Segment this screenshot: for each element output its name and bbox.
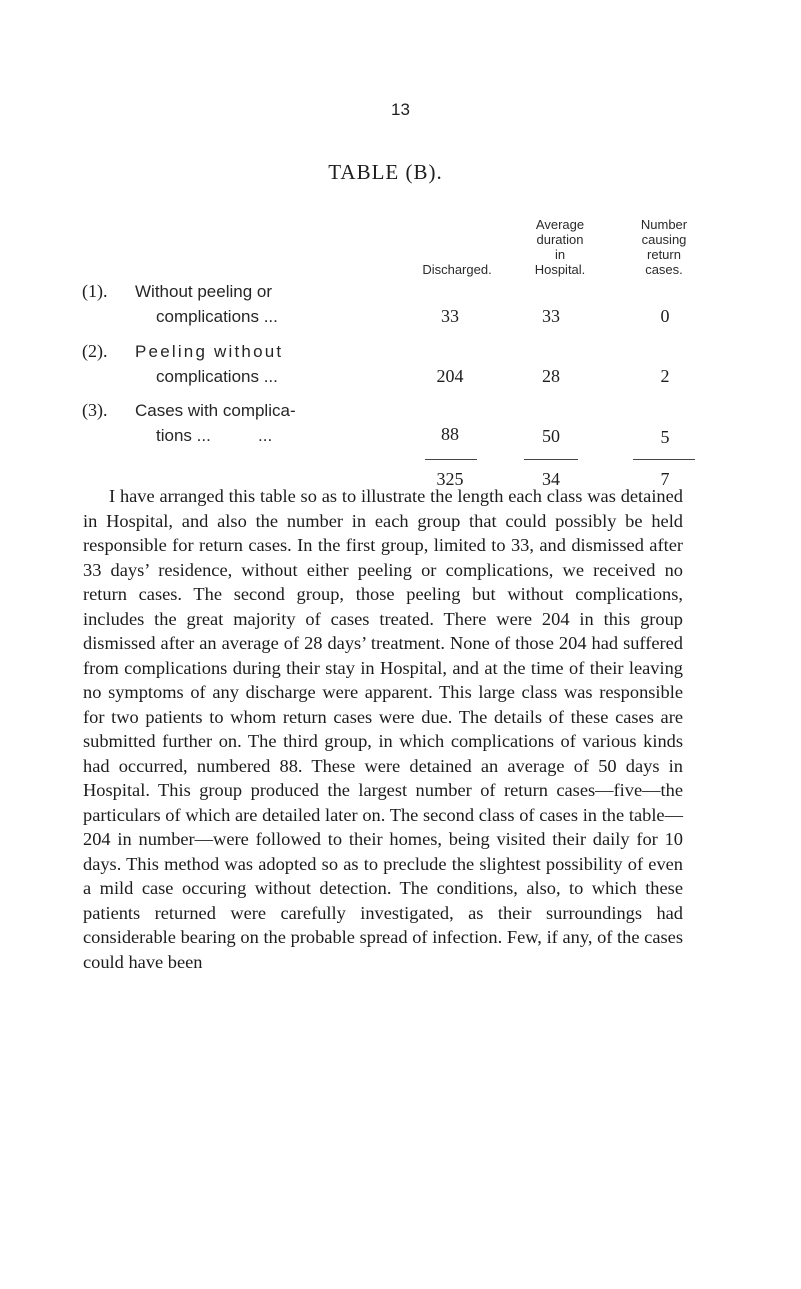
cell-discharged: 88 (441, 424, 459, 444)
cell-return-cases: 5 (660, 427, 670, 447)
row-label: Without peeling or complications ... (135, 282, 278, 326)
table-title: TABLE (B). (328, 160, 443, 184)
cell-return-cases: 0 (660, 306, 670, 326)
header-discharged: Discharged. (422, 262, 492, 277)
body-text (83, 484, 683, 974)
row-label: Cases with complica- tions ... ... (135, 401, 296, 445)
row-number: (1). (82, 281, 108, 301)
body-paragraph: I have arranged this table so as to illustrate the length each class was detained in Hospital, and also the number in each group that could possibly be held responsible for return cases. In the first group, limited to 33, and dismissed after 33 days’ residence, without either peeling or complications, we received no return cases. The second group, those peeling but without complications, includes the great majority of cases treated. There were 204 in this group dismissed after an average of 28 days’ treatment. None of those 204 had suffered from complications during their stay in Hospital, and at the time of their leaving no symptoms of any discharge were apparent. This large class was responsible for two patients to whom return cases were due. The details of these cases are submitted further on. The third group, in which complications of various kinds had occurred, numbered 88. These were detained an average of 50 days in Hospital. This group produced the largest number of return cases—five—the particulars of which are detailed later on. The second class of cases in the table—204 in number—were followed to their homes, being visited their daily for 10 days. This method was adopted so as to preclude the slightest possibility of even a mild case occuring without detection. The conditions, also, to which these patients returned were carefully investigated, as their surroundings had considerable bearing on the probable spread of infection. Few, if any, of the cases could have been (83, 486, 683, 972)
total-rule (524, 459, 578, 460)
cell-average-duration: 50 (542, 426, 560, 446)
cell-discharged: 33 (441, 306, 459, 326)
total-rule (633, 459, 695, 460)
row-label: Peeling without complications ... (135, 342, 284, 386)
total-average-duration: 34 (542, 469, 560, 489)
total-return-cases: 7 (660, 469, 670, 489)
header-average-duration: Average duration in Hospital. (534, 217, 586, 277)
cell-average-duration: 33 (542, 306, 560, 326)
total-rule (425, 459, 477, 460)
cell-return-cases: 2 (660, 366, 670, 386)
row-number: (2). (82, 341, 108, 361)
total-discharged: 325 (436, 469, 464, 489)
page-number: 13 (391, 100, 410, 119)
row-number: (3). (82, 400, 108, 420)
cell-average-duration: 28 (542, 366, 560, 386)
header-return-cases: Number causing return cases. (640, 217, 688, 277)
cell-discharged: 204 (436, 366, 464, 386)
